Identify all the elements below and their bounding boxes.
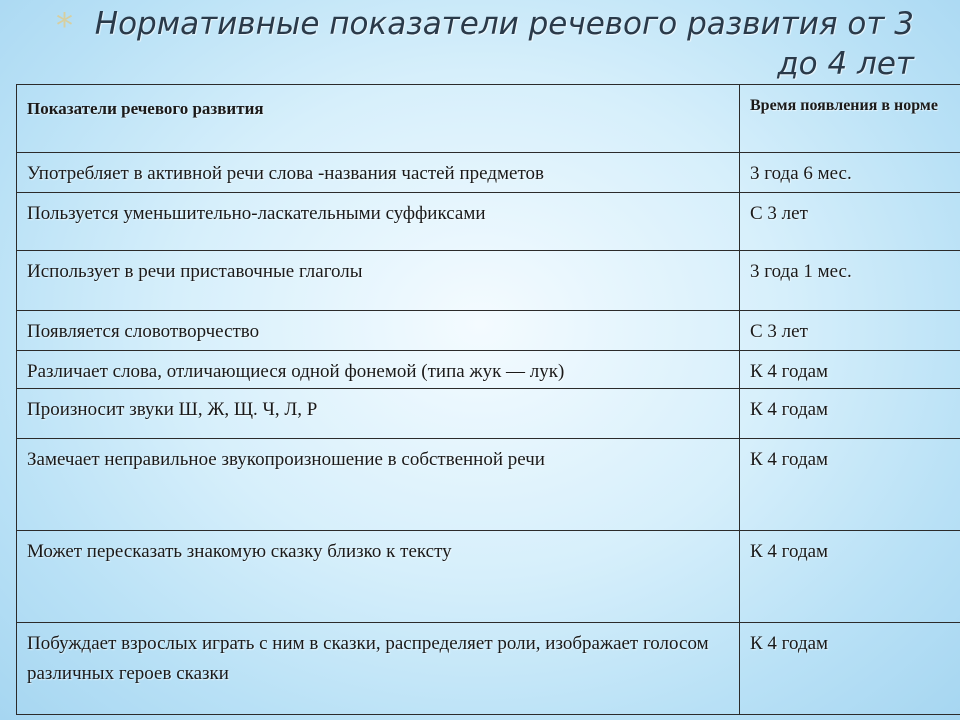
- table-row: [17, 311, 960, 351]
- indicator-cell: Использует в речи приставочные глаголы: [17, 251, 740, 311]
- time-cell: С 3 лет: [740, 311, 960, 351]
- indicator-cell: Различает слова, отличающиеся одной фонемой (типа жук — лук): [17, 351, 740, 389]
- speech-norms-table: [16, 84, 960, 715]
- header-indicators: Показатели речевого развития: [17, 85, 740, 153]
- indicator-cell: Произносит звуки Ш, Ж, Щ. Ч, Л, Р: [17, 389, 740, 439]
- table-row: [17, 439, 960, 531]
- indicator-cell: Побуждает взрослых играть с ним в сказки, распределяет роли, изображает голосом различных героев сказки: [17, 623, 740, 715]
- indicator-cell: Замечает неправильное звукопроизношение в собственной речи: [17, 439, 740, 531]
- table-row: [17, 153, 960, 193]
- table-row: [17, 251, 960, 311]
- time-cell: К 4 годам: [740, 531, 960, 623]
- indicator-cell: Появляется словотворчество: [17, 311, 740, 351]
- time-cell: К 4 годам: [740, 351, 960, 389]
- time-cell: К 4 годам: [740, 623, 960, 715]
- time-cell: 3 года 6 мес.: [740, 153, 960, 193]
- table-row: [17, 351, 960, 389]
- time-cell: К 4 годам: [740, 439, 960, 531]
- bullet-star-icon: *: [56, 6, 73, 46]
- table-row: [17, 389, 960, 439]
- indicator-cell: Может пересказать знакомую сказку близко к тексту: [17, 531, 740, 623]
- table-row: [17, 531, 960, 623]
- time-cell: 3 года 1 мес.: [740, 251, 960, 311]
- time-cell: К 4 годам: [740, 389, 960, 439]
- header-time: Время появления в норме: [740, 85, 960, 153]
- page-title: Нормативные показатели речевого развития от 3 до 4 лет: [94, 6, 914, 82]
- indicator-cell: Пользуется уменьшительно-ласкательными суффиксами: [17, 193, 740, 251]
- table-header-row: [17, 85, 960, 153]
- indicator-cell: Употребляет в активной речи слова -названия частей предметов: [17, 153, 740, 193]
- table-row: [17, 623, 960, 715]
- table-row: [17, 193, 960, 251]
- time-cell: С 3 лет: [740, 193, 960, 251]
